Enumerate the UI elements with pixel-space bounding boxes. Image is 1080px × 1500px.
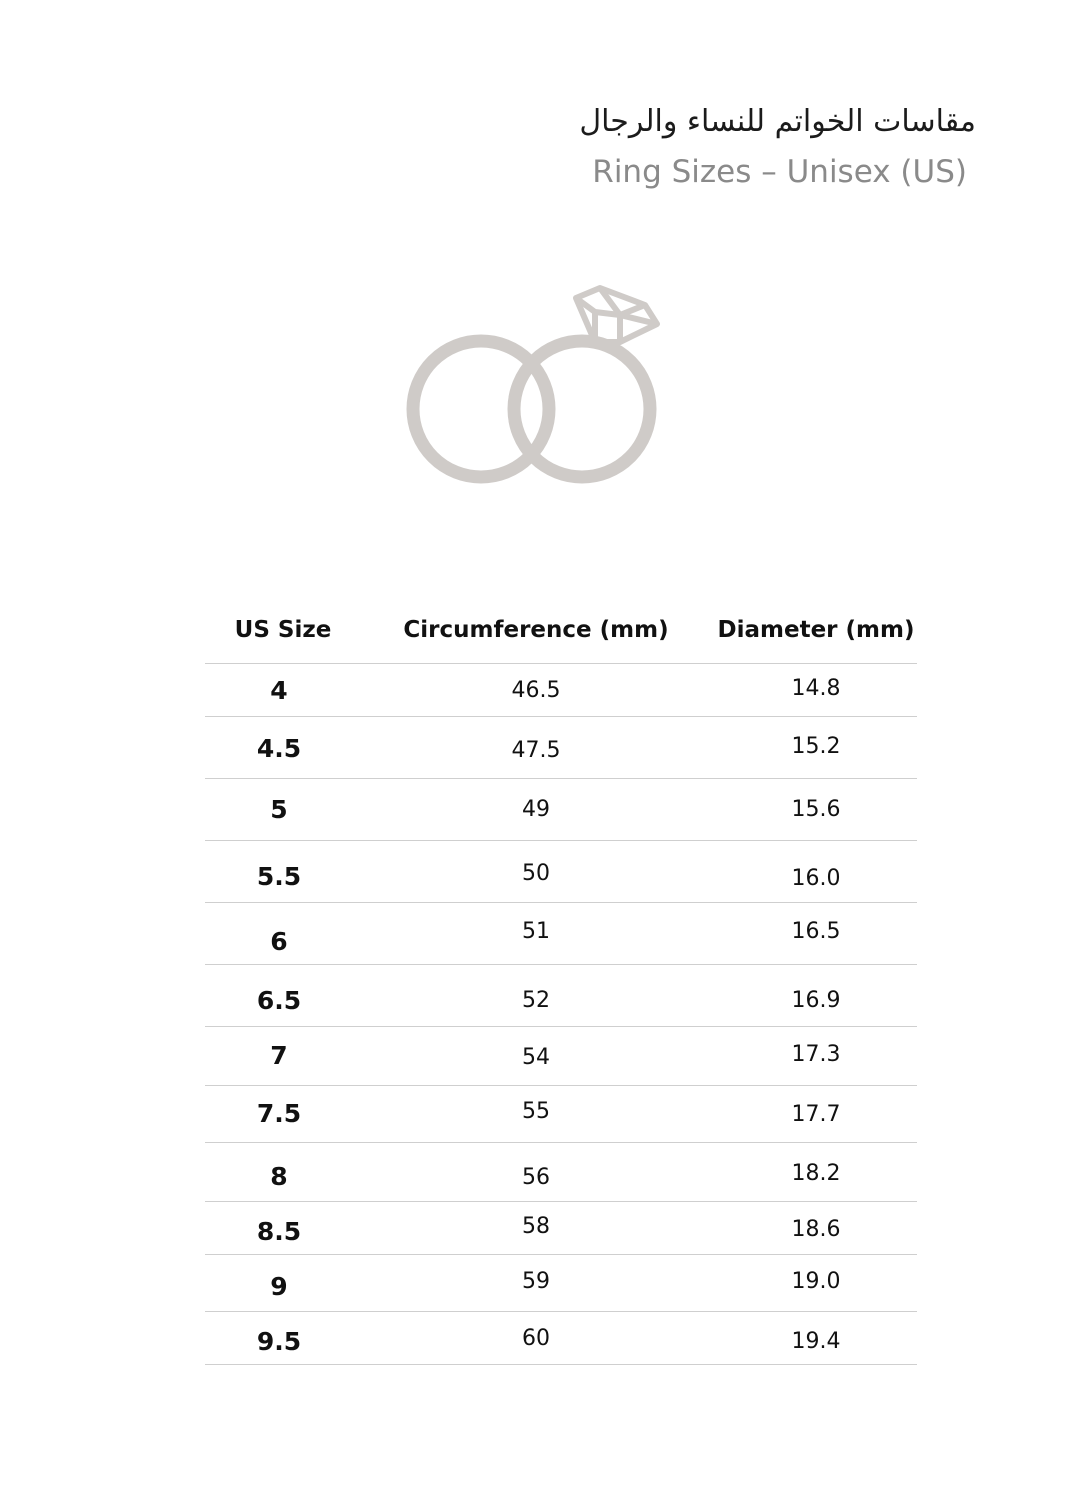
cell-circumference: 60 — [522, 1326, 550, 1351]
cell-circumference: 49 — [522, 797, 550, 822]
table-row — [205, 965, 917, 1027]
table-header — [205, 605, 917, 664]
cell-circumference: 56 — [522, 1165, 550, 1190]
cell-size: 6 — [270, 927, 288, 956]
cell-diameter: 15.6 — [791, 797, 841, 822]
cell-size: 7.5 — [256, 1099, 302, 1128]
cell-diameter: 14.8 — [791, 676, 841, 701]
cell-size: 9 — [270, 1272, 288, 1301]
cell-size: 5 — [270, 795, 288, 824]
table-row — [205, 664, 917, 717]
cell-diameter: 18.6 — [791, 1217, 841, 1242]
cell-circumference: 54 — [522, 1045, 550, 1070]
cell-circumference: 58 — [522, 1214, 550, 1239]
table-row — [205, 1027, 917, 1086]
cell-diameter: 16.5 — [791, 919, 841, 944]
table-row — [205, 1143, 917, 1202]
cell-size: 8.5 — [256, 1217, 302, 1246]
cell-diameter: 16.0 — [791, 866, 841, 891]
cell-size: 4.5 — [256, 734, 302, 763]
cell-size: 9.5 — [256, 1327, 302, 1356]
cell-diameter: 17.3 — [791, 1042, 841, 1067]
cell-size: 4 — [270, 676, 288, 705]
table-row — [205, 1312, 917, 1365]
cell-diameter: 15.2 — [791, 734, 841, 759]
table-row — [205, 1202, 917, 1255]
header-us-size: US Size — [234, 617, 332, 643]
table-row — [205, 1086, 917, 1143]
table-row — [205, 717, 917, 779]
header-diameter: Diameter (mm) — [717, 617, 915, 643]
ring-size-table — [205, 605, 917, 1365]
cell-circumference: 46.5 — [511, 678, 561, 703]
table-row — [205, 903, 917, 965]
cell-circumference: 47.5 — [511, 738, 561, 763]
cell-size: 5.5 — [256, 862, 302, 891]
header-circumference: Circumference (mm) — [403, 617, 669, 643]
cell-circumference: 55 — [522, 1099, 550, 1124]
cell-size: 8 — [270, 1162, 288, 1191]
cell-circumference: 50 — [522, 861, 550, 886]
page-title-english: Ring Sizes – Unisex (US) — [592, 154, 967, 190]
cell-circumference: 59 — [522, 1269, 550, 1294]
cell-diameter: 18.2 — [791, 1161, 841, 1186]
cell-size: 7 — [270, 1041, 288, 1070]
cell-circumference: 51 — [522, 919, 550, 944]
table-row — [205, 779, 917, 841]
table-row — [205, 841, 917, 903]
cell-diameter: 19.4 — [791, 1329, 841, 1354]
wedding-rings-with-diamond-icon — [395, 280, 675, 495]
page-title-arabic: مقاسات الخواتم للنساء والرجال — [579, 104, 976, 139]
cell-diameter: 17.7 — [791, 1102, 841, 1127]
cell-circumference: 52 — [522, 988, 550, 1013]
cell-size: 6.5 — [256, 986, 302, 1015]
cell-diameter: 19.0 — [791, 1269, 841, 1294]
cell-diameter: 16.9 — [791, 988, 841, 1013]
table-row — [205, 1255, 917, 1312]
